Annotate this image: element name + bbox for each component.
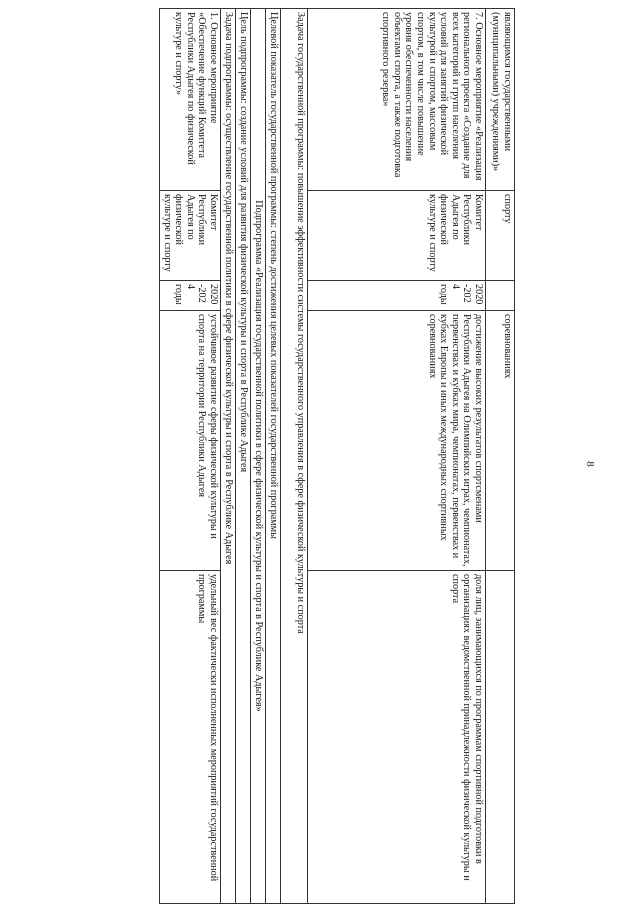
table-row xyxy=(486,9,515,904)
target-indicator-heading: Целевой показатель государственной программы: степень достижения целевых показателей государственной программы xyxy=(266,9,281,904)
table-row xyxy=(266,9,281,904)
cell-indicator xyxy=(486,571,515,904)
subprogram-heading: Подпрограмма «Реализация государственной политики в сфере физической культуры и спорта в Республике Адыгея» xyxy=(251,9,266,904)
table-row xyxy=(221,9,236,904)
task-heading: Задача государственной программы: повышение эффективности системы государственного управления в сфере физической культуры и спорта xyxy=(281,9,308,904)
cell-measure-name: 1. Основное мероприятие «Обеспечение функций Комитета Республики Адыгея по физической культуре и спорту» xyxy=(160,9,221,191)
cell-period: 2020-2024 годы xyxy=(308,281,486,311)
subprogram-task: Задача подпрограммы: осуществление государственной политики в сфере физической культуры и спорта в Республике Адыгея xyxy=(221,9,236,904)
subprogram-goal: Цель подпрограммы: создание условий для развития физической культуры и спорта в Республике Адыгея xyxy=(236,9,251,904)
table-row xyxy=(251,9,266,904)
table-row xyxy=(160,9,221,904)
cell-expected-result: устойчивое развитие сферы физической культуры и спорта на территории Республики Адыгея xyxy=(160,311,221,571)
cell-executor: Комитет Республики Адыгея по физической культуре и спорту xyxy=(160,191,221,281)
program-table xyxy=(159,8,515,904)
table-row xyxy=(308,9,486,904)
table-row xyxy=(236,9,251,904)
cell-executor: Комитет Республики Адыгея по физической культуре и спорту xyxy=(308,191,486,281)
cell-indicator: удельный вес фактически исполненных мероприятий государственной программы xyxy=(160,571,221,904)
cell-period: 2020-2024 годы xyxy=(160,281,221,311)
cell-measure-name: являющимся государственными (муниципальными) учреждениями)» xyxy=(486,9,515,191)
cell-expected-result: соревнованиях xyxy=(486,311,515,571)
cell-measure-name: 7. Основное мероприятие «Реализация регионального проекта «Создание для всех категорий и групп населения условий для занятий физической культурой и спортом, массовым спортом, в том числе повышение уровня обеспеченности населения объектами спорта, а также подготовка спортивного резерва» xyxy=(308,9,486,191)
cell-period xyxy=(486,281,515,311)
rotated-table-container xyxy=(75,8,515,903)
cell-indicator: доля лиц, занимающихся по программам спортивной подготовки в организациях ведомственной принадлежности физической культуры и спорта xyxy=(308,571,486,904)
cell-expected-result: достижение высоких результатов спортсменами Республики Адыгея на Олимпийских играх, чемпионатах, первенствах и кубках мира, чемпионатах, первенствах и кубках Европы и иных международных спортивных соревнованиях xyxy=(308,311,486,571)
page-number: 8 xyxy=(584,461,596,467)
table-row xyxy=(281,9,308,904)
cell-executor: спорту xyxy=(486,191,515,281)
